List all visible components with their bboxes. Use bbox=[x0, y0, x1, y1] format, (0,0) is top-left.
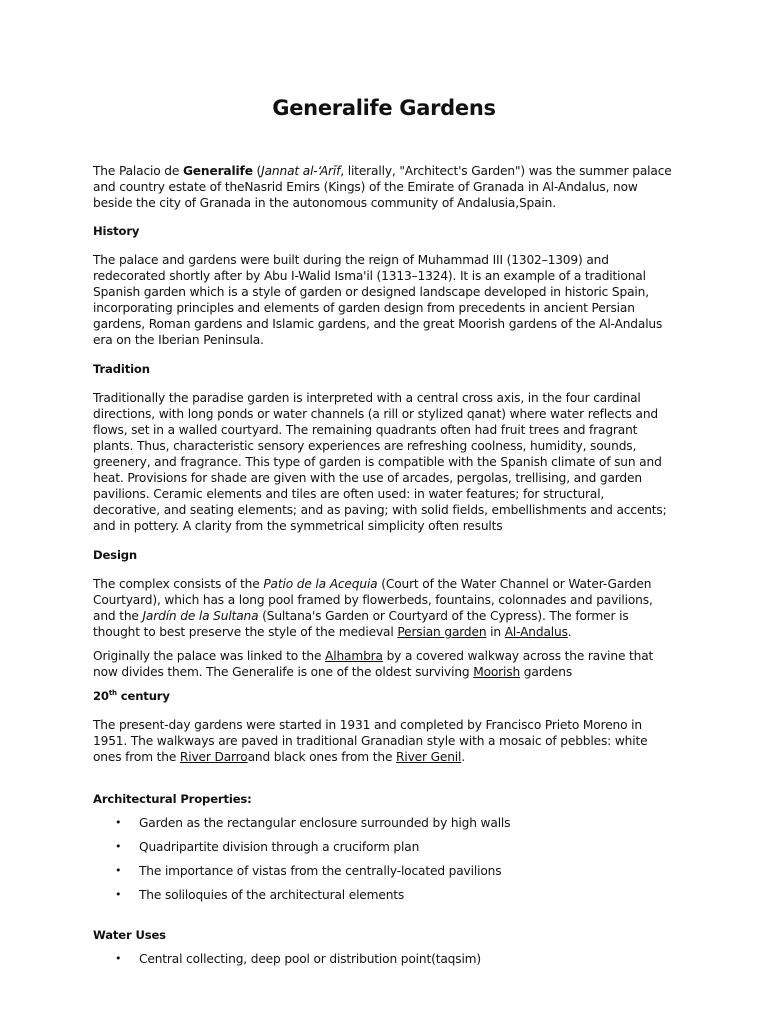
document-body bbox=[93, 163, 673, 967]
design-text: gardens bbox=[520, 665, 573, 679]
design-italic-term: Jardín de la Sultana bbox=[142, 609, 259, 623]
architectural-list bbox=[93, 815, 673, 903]
design-text: The complex consists of the bbox=[93, 577, 264, 591]
intro-italic-term: Jannat al-‘Arīf bbox=[261, 164, 341, 178]
century-heading-suffix: th bbox=[108, 689, 117, 697]
design-italic-term: Patio de la Acequia bbox=[263, 577, 378, 591]
tradition-paragraph: Traditionally the paradise garden is interpreted with a central cross axis, in the four cardinal directions, with long ponds or water channels (a rill or stylized qanat) where water reflects and flows, set in a walled courtyard. The remaining quadrants often had fruit trees and fragrant plants. Thus, characteristic sensory experiences are refreshing coolness, humidity, sounds, greenery, and fragrance. This type of garden is compatible with the Spanish climate of sun and heat. Provisions for shade are given with the use of arcades, pergolas, trellising, and garden pavilions. Ceramic elements and tiles are often used: in water features; for structural, decorative, and seating elements; and as paving; with solid fields, embellishments and accents; and in pottery. A clarity from the symmetrical simplicity often results bbox=[93, 391, 667, 533]
moorish-link[interactable]: Moorish bbox=[473, 665, 521, 679]
persian-garden-link[interactable]: Persian garden bbox=[397, 625, 487, 639]
century-text: The present-day gardens were started in 1931 and completed by Francisco Prieto Moreno in 1951. The walkways are paved in traditional Granadian style with a mosaic of pebbles: white ones from the bbox=[93, 717, 648, 764]
design-text: . bbox=[567, 625, 572, 639]
list-item-text: Garden as the rectangular enclosure surrounded by high walls bbox=[139, 815, 511, 830]
intro-text: , literally, "Architect's Garden") was the summer palace and country estate of theNasrid Emirs (Kings) of the Emirate of Granada in Al-Andalus, now beside the city of Granada in the autonomous community of Andalusia,Spain. bbox=[93, 164, 672, 210]
water-uses-list bbox=[93, 951, 673, 967]
intro-text: ( bbox=[252, 164, 262, 178]
bullet-icon: • bbox=[115, 839, 122, 853]
river-genil-link[interactable]: River Genil bbox=[396, 749, 462, 764]
design-text: Originally the palace was linked to the bbox=[93, 649, 326, 663]
design-text: by a covered walkway across the ravine that now divides them. The Generalife is one of the oldest surviving bbox=[93, 649, 654, 679]
century-text: and black ones from the bbox=[247, 749, 397, 764]
design-paragraph-1 bbox=[93, 576, 673, 640]
intro-text: The Palacio de bbox=[93, 164, 183, 178]
list-item bbox=[93, 863, 673, 879]
design-text: (Sultana's Garden or Courtyard of the Cypress). The former is thought to best preserve the style of the medieval bbox=[93, 609, 629, 639]
page-title: Generalife Gardens bbox=[272, 96, 496, 120]
river-darro-link[interactable]: River Darro bbox=[179, 749, 248, 764]
water-uses-heading: Water Uses bbox=[93, 927, 166, 942]
list-item bbox=[93, 887, 673, 903]
list-item-text: Central collecting, deep pool or distribution point(taqsim) bbox=[139, 951, 482, 966]
architectural-heading: Architectural Properties: bbox=[93, 791, 252, 806]
list-item-text: Quadripartite division through a cruciform plan bbox=[139, 839, 420, 854]
century-text: . bbox=[461, 749, 466, 764]
century-heading-text: century bbox=[116, 688, 170, 703]
design-paragraph-2 bbox=[93, 648, 673, 680]
intro-bold-term: Generalife bbox=[182, 164, 253, 178]
list-item-text: The soliloquies of the architectural elements bbox=[139, 887, 405, 902]
bullet-icon: • bbox=[115, 863, 122, 877]
intro-paragraph bbox=[93, 163, 673, 211]
design-text: (Court of the Water Channel or Water-Garden Courtyard), which has a long pool framed by flowerbeds, fountains, colonnades and pavilions, and the bbox=[93, 577, 653, 623]
al-andalus-link[interactable]: Al-Andalus bbox=[504, 625, 568, 639]
list-item bbox=[93, 951, 673, 967]
century-paragraph bbox=[93, 717, 673, 765]
bullet-icon: • bbox=[115, 951, 122, 965]
bullet-icon: • bbox=[115, 887, 122, 901]
history-heading: History bbox=[93, 224, 140, 238]
bullet-icon: • bbox=[115, 815, 122, 829]
century-heading-number: 20 bbox=[93, 688, 109, 703]
alhambra-link[interactable]: Alhambra bbox=[325, 649, 383, 663]
history-paragraph: The palace and gardens were built during the reign of Muhammad III (1302–1309) and redecorated shortly after by Abu I-Walid Isma'il (1313–1324). It is an example of a traditional Spanish garden which is a style of garden or designed landscape developed in historic Spain, incorporating principles and elements of garden design from precedents in ancient Persian gardens, Roman gardens and Islamic gardens, and the great Moorish gardens of the Al-Andalus era on the Iberian Peninsula. bbox=[93, 253, 663, 347]
design-heading: Design bbox=[93, 548, 138, 562]
design-text: in bbox=[486, 625, 505, 639]
list-item bbox=[93, 839, 673, 855]
list-item-text: The importance of vistas from the centrally-located pavilions bbox=[139, 863, 502, 878]
list-item bbox=[93, 815, 673, 831]
century-heading bbox=[93, 685, 673, 704]
tradition-heading: Tradition bbox=[93, 362, 150, 376]
